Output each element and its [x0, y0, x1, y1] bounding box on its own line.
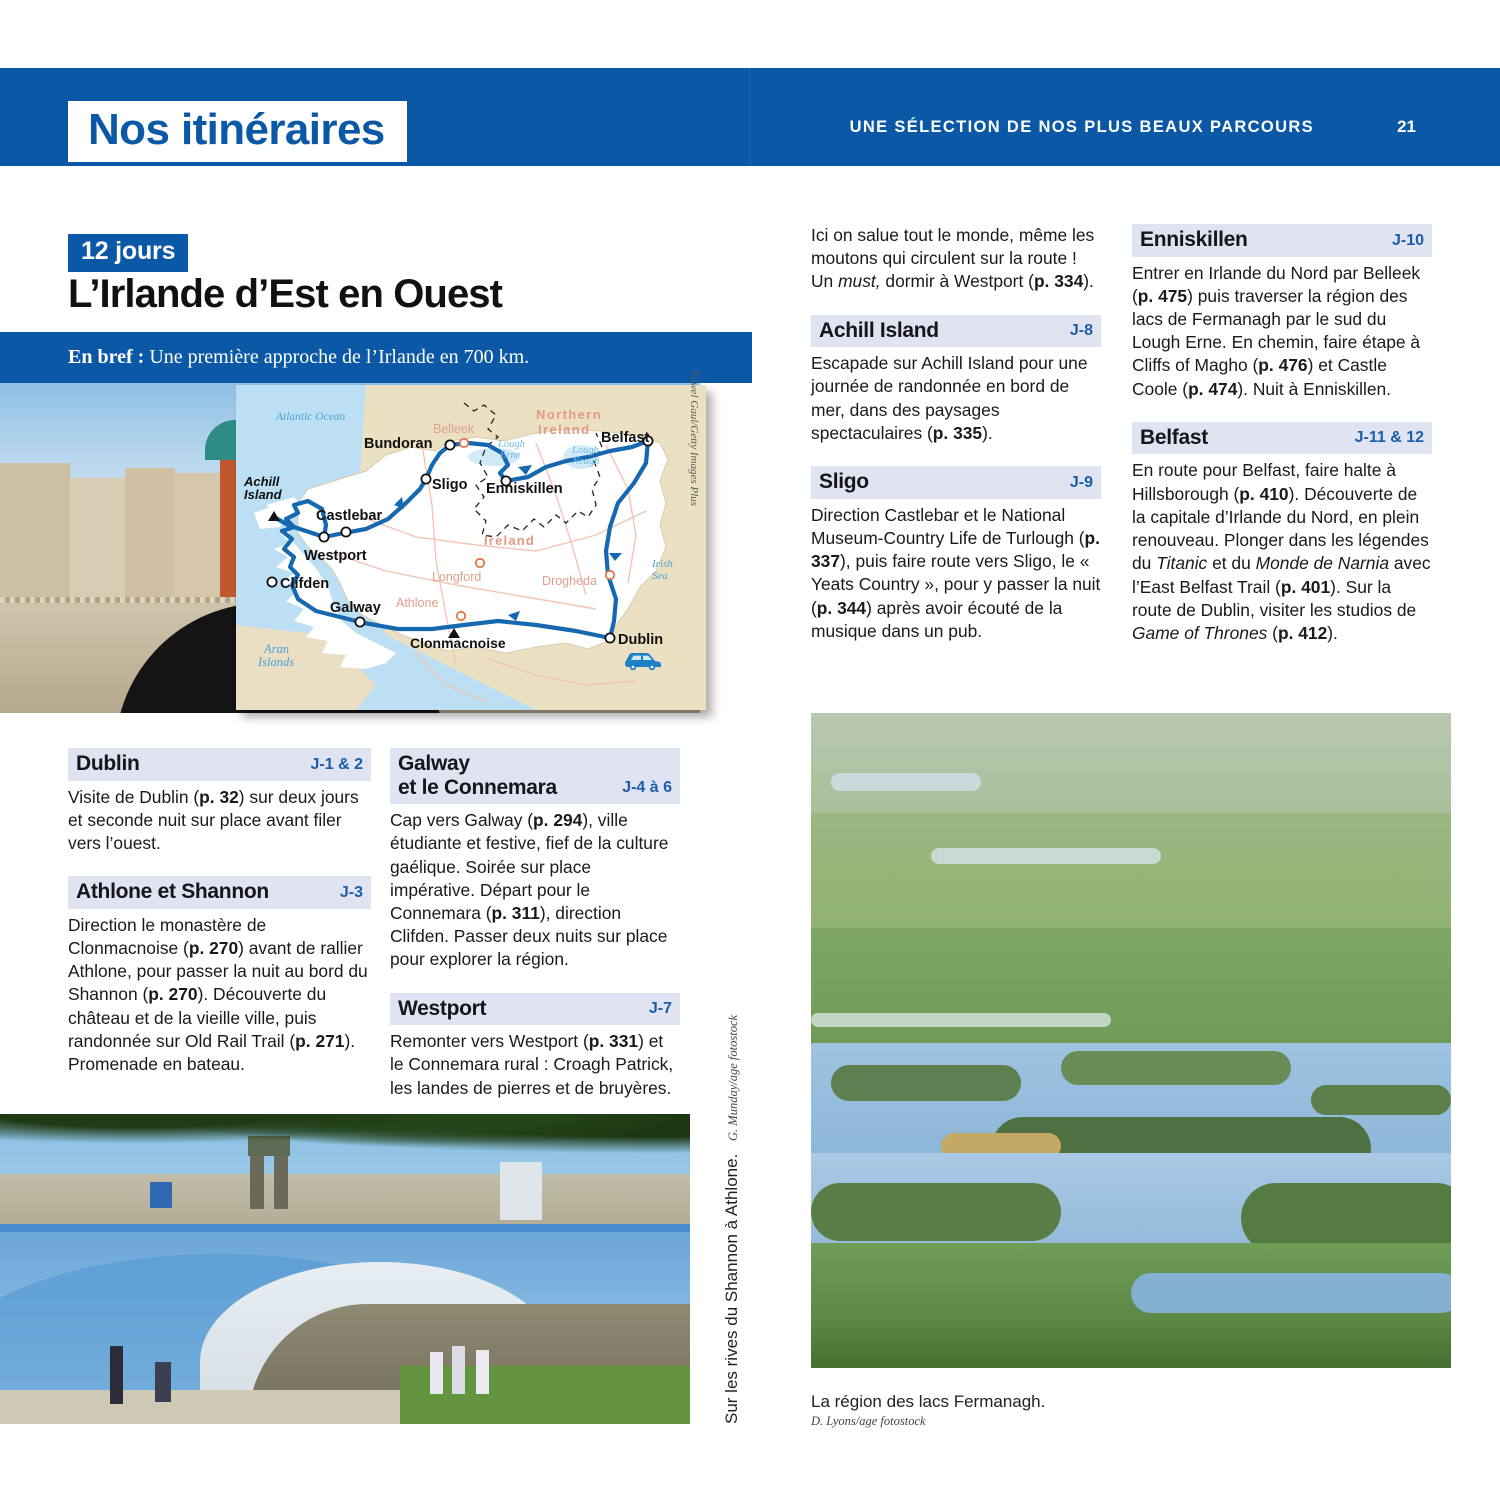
map-label-aran: Aran [264, 642, 289, 656]
section-title: Achill Island [819, 318, 939, 342]
section-header-enniskillen[interactable] [1132, 224, 1432, 257]
section-day: J-11 & 12 [1354, 429, 1424, 447]
spacer [811, 294, 1101, 315]
column-2 [390, 748, 680, 1100]
map-label-athlone: Athlone [396, 596, 439, 610]
section-day: J-3 [339, 883, 363, 901]
section-title: Belfast [1140, 425, 1208, 449]
section-body: Visite de Dublin (p. 32) sur deux jours et seconde nuit sur place avant filer vers l’ouest. [68, 786, 359, 853]
caption-athlone [722, 1015, 742, 1424]
section-body: Direction le monastère de Clonmacnoise (p. 270) avant de rallier Athlone, pour passer la nuit au bord du Shannon (p. 270). Découverte du château et de la vieille ville, puis randonnée sur Old Rail Trail (p. 271). Promenade en bateau. [68, 914, 368, 1075]
section-title: Westport [398, 996, 487, 1020]
map-label-bundoran: Bundoran [364, 436, 433, 452]
map-label-ireland-n: Ireland [538, 422, 591, 437]
map-label-northern: Northern [536, 407, 603, 422]
header-title-box [68, 101, 407, 162]
section-header-westport[interactable] [390, 993, 680, 1026]
section-day: J-4 à 6 [622, 779, 672, 797]
spacer [390, 972, 680, 993]
map-label-dublin: Dublin [618, 632, 664, 648]
map-label-atlantic: Atlantic Ocean [276, 411, 346, 423]
map-label-lough-neagh: Lough [572, 445, 599, 456]
map-label-belleek: Belleek [433, 422, 474, 436]
map-label-ireland: Ireland [484, 533, 536, 548]
map-label-irish-sea2: Sea [652, 570, 668, 582]
column-1 [68, 748, 371, 1076]
header-band-divider [748, 68, 751, 166]
section-header-athlone[interactable] [68, 876, 371, 909]
spacer [811, 445, 1101, 466]
photo-fermanagh-lakes [811, 713, 1451, 1368]
caption-text: Sur les rives du Shannon à Athlone. [722, 1153, 741, 1424]
enbref-label: En bref : [68, 346, 145, 368]
section-header-achill[interactable] [811, 315, 1101, 348]
map-label-lough-erne: Lough [498, 439, 525, 450]
section-body: Remonter vers Westport (p. 331) et le Connemara rural : Croagh Patrick, les landes de pierres et de bruyères. [390, 1031, 674, 1098]
map-label-achill2: Island [244, 487, 282, 502]
map-label-drogheda: Drogheda [542, 574, 597, 588]
section-title: Galway et le Connemara [398, 752, 557, 799]
map-graphic [236, 385, 706, 710]
enbref-bar [0, 332, 752, 383]
column3-lead-text: Ici on salue tout le monde, même les moutons qui circulent sur la route ! Un must, dormir à Westport (p. 334). [811, 225, 1095, 292]
map-photo-credit: Pawel Gaul/Getty Images Plus [688, 370, 700, 506]
map-label-belfast: Belfast [601, 430, 650, 446]
enbref-text: Une première approche de l’Irlande en 700 km. [149, 346, 530, 368]
section-title: Dublin [76, 752, 140, 775]
map-label-sligo: Sligo [432, 477, 468, 493]
page-title: Nos itinéraires [88, 105, 385, 154]
spacer [1132, 401, 1432, 422]
column-3 [811, 224, 1101, 643]
map-label-longford: Longford [432, 570, 482, 584]
map-label-clifden: Clifden [280, 576, 330, 592]
caption-text: La région des lacs Fermanagh. [811, 1392, 1046, 1411]
section-body: En route pour Belfast, faire halte à Hillsborough (p. 410). Découverte de la capitale d’Irlande du Nord, en plein renouveau. Plonger dans les légendes du Titanic et du Monde de Narnia avec l’East Belfast Trail (p. 401). Sur la route de Dublin, visiter les studios de Game of Thrones (p. 412). [1132, 460, 1431, 644]
column-4 [1132, 224, 1432, 645]
map-label-achill: Achill [244, 474, 280, 489]
spacer [68, 855, 371, 876]
map-label-clonmacnoise: Clonmacnoise [410, 635, 506, 651]
caption-credit: G. Munday/age fotostock [726, 1014, 740, 1141]
section-body: Escapade sur Achill Island pour une journée de randonnée en bord de mer, dans des paysages spectaculaires (p. 335). [811, 353, 1088, 443]
section-day: J-10 [1391, 231, 1424, 249]
map-label-lough-erne2: Erne [500, 450, 521, 461]
section-day: J-9 [1069, 473, 1093, 491]
caption-credit: D. Lyons/age fotostock [811, 1414, 926, 1428]
section-day: J-7 [648, 1000, 672, 1018]
section-title: Sligo [819, 470, 869, 494]
section-day: J-8 [1069, 322, 1093, 340]
section-header-galway[interactable] [390, 748, 680, 804]
section-title: Athlone et Shannon [76, 880, 269, 904]
map-label-westport: Westport [304, 548, 367, 564]
map-label-lough-neagh2: Neagh [572, 456, 600, 467]
duration-badge: 12 jours [68, 234, 188, 272]
map-label-castlebar: Castlebar [316, 508, 383, 524]
map-label-enniskillen: Enniskillen [486, 481, 563, 497]
itinerary-map[interactable] [236, 385, 706, 710]
map-label-aran2: Islands [258, 655, 295, 669]
map-label-galway: Galway [330, 600, 381, 616]
section-header-dublin[interactable] [68, 748, 371, 781]
section-body: Cap vers Galway (p. 294), ville étudiante et festive, fief de la culture gaélique. Soirée sur place impérative. Départ pour le Connemara (p. 311), direction Clifden. Passer deux nuits sur place pour explorer la région. [390, 810, 669, 970]
header-subtitle: UNE SÉLECTION DE NOS PLUS BEAUX PARCOURS [849, 118, 1314, 136]
section-header-belfast[interactable] [1132, 422, 1432, 455]
map-label-irish-sea: Irish [652, 558, 673, 570]
section-header-sligo[interactable] [811, 466, 1101, 499]
photo-shannon-athlone [0, 1114, 690, 1424]
section-body: Direction Castlebar et le National Museum-Country Life de Turlough (p. 337), puis faire route vers Sligo, le « Yeats Country », pour y passer la nuit (p. 344) après avoir écouté de la musique dans un pub. [811, 504, 1101, 641]
itinerary-title: L’Irlande d’Est en Ouest [68, 272, 503, 316]
section-day: J-1 & 2 [310, 755, 363, 773]
section-title: Enniskillen [1140, 228, 1248, 251]
caption-fermanagh [811, 1392, 1271, 1429]
section-body: Entrer en Irlande du Nord par Belleek (p. 475) puis traverser la région des lacs de Fermanagh par le sud du Lough Erne. En chemin, faire étape à Cliffs of Magho (p. 476) et Castle Coole (p. 474). Nuit à Enniskillen. [1132, 262, 1421, 399]
page-number: 21 [1397, 117, 1416, 136]
